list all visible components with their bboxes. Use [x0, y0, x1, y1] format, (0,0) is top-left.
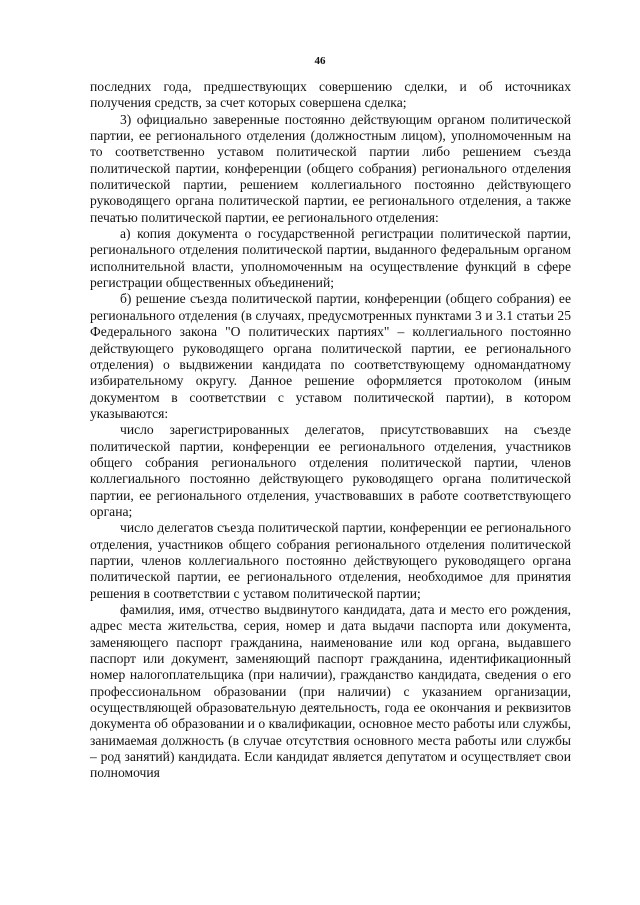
paragraph-item-b: б) решение съезда политической партии, конференции (общего собрания) ее регионального отделения (в случаях, предусмотренных пунктами 3 и 3.1 статьи 25 Федерального закона "О политических партиях" – коллегиального постоянно действующего руководящего органа политической партии, ее регионального отделения) о выдвижении кандидата по соответствующему одномандатному избирательному округу. Данное решение оформляется протоколом (иным документом в соответствии с уставом политической партии), в котором указываются: — [90, 291, 571, 421]
document-body — [90, 79, 571, 782]
paragraph-item-3: 3) официально заверенные постоянно действующим органом политической партии, ее регионального отделения (должностным лицом), уполномоченным на то соответственно уставом политической партии либо решением съезда политической партии, конференции (общего собрания) регионального отделения политической партии, решением коллегиального постоянно действующего руководящего органа политической партии, ее регионального отделения, а также печатью политической партии, ее регионального отделения: — [90, 111, 571, 225]
page-number: 46 — [314, 55, 326, 67]
paragraph-delegates-registered: число зарегистрированных делегатов, присутствовавших на съезде политической партии, конференции ее регионального отделения, участников общего собрания регионального отделения политической партии, членов коллегиального постоянно действующего руководящего органа политической партии, ее регионального отделения, участвовавших в работе соответствующего органа; — [90, 422, 571, 519]
paragraph-delegates-required: число делегатов съезда политической партии, конференции ее регионального отделения, участников общего собрания регионального отделения политической партии, членов коллегиального постоянно действующего руководящего органа политической партии, ее регионального отделения, необходимое для принятия решения в соответствии с уставом политической партии; — [90, 520, 571, 601]
paragraph-candidate-details: фамилия, имя, отчество выдвинутого кандидата, дата и место его рождения, адрес места жительства, серия, номер и дата выдачи паспорта или документа, заменяющего паспорт гражданина, наименование или код органа, выдавшего паспорт или документ, заменяющий паспорт гражданина, идентификационный номер налогоплательщика (при наличии), гражданство кандидата, сведения о его профессиональном образовании (при наличии) с указанием организации, осуществляющей образовательную деятельность, года ее окончания и реквизитов документа об образовании и о квалификации, основное место работы или службы, занимаемая должность (в случае отсутствия основного места работы или службы – род занятий) кандидата. Если кандидат является депутатом и осуществляет свои полномочия — [90, 602, 571, 781]
paragraph-continuation: последних года, предшествующих совершению сделки, и об источниках получения средств, за счет которых совершена сделка; — [90, 79, 571, 111]
paragraph-item-a: а) копия документа о государственной регистрации политической партии, регионального отделения политической партии, выданного федеральным органом исполнительной власти, уполномоченным на осуществление функций в сфере регистрации общественных объединений; — [90, 226, 571, 291]
